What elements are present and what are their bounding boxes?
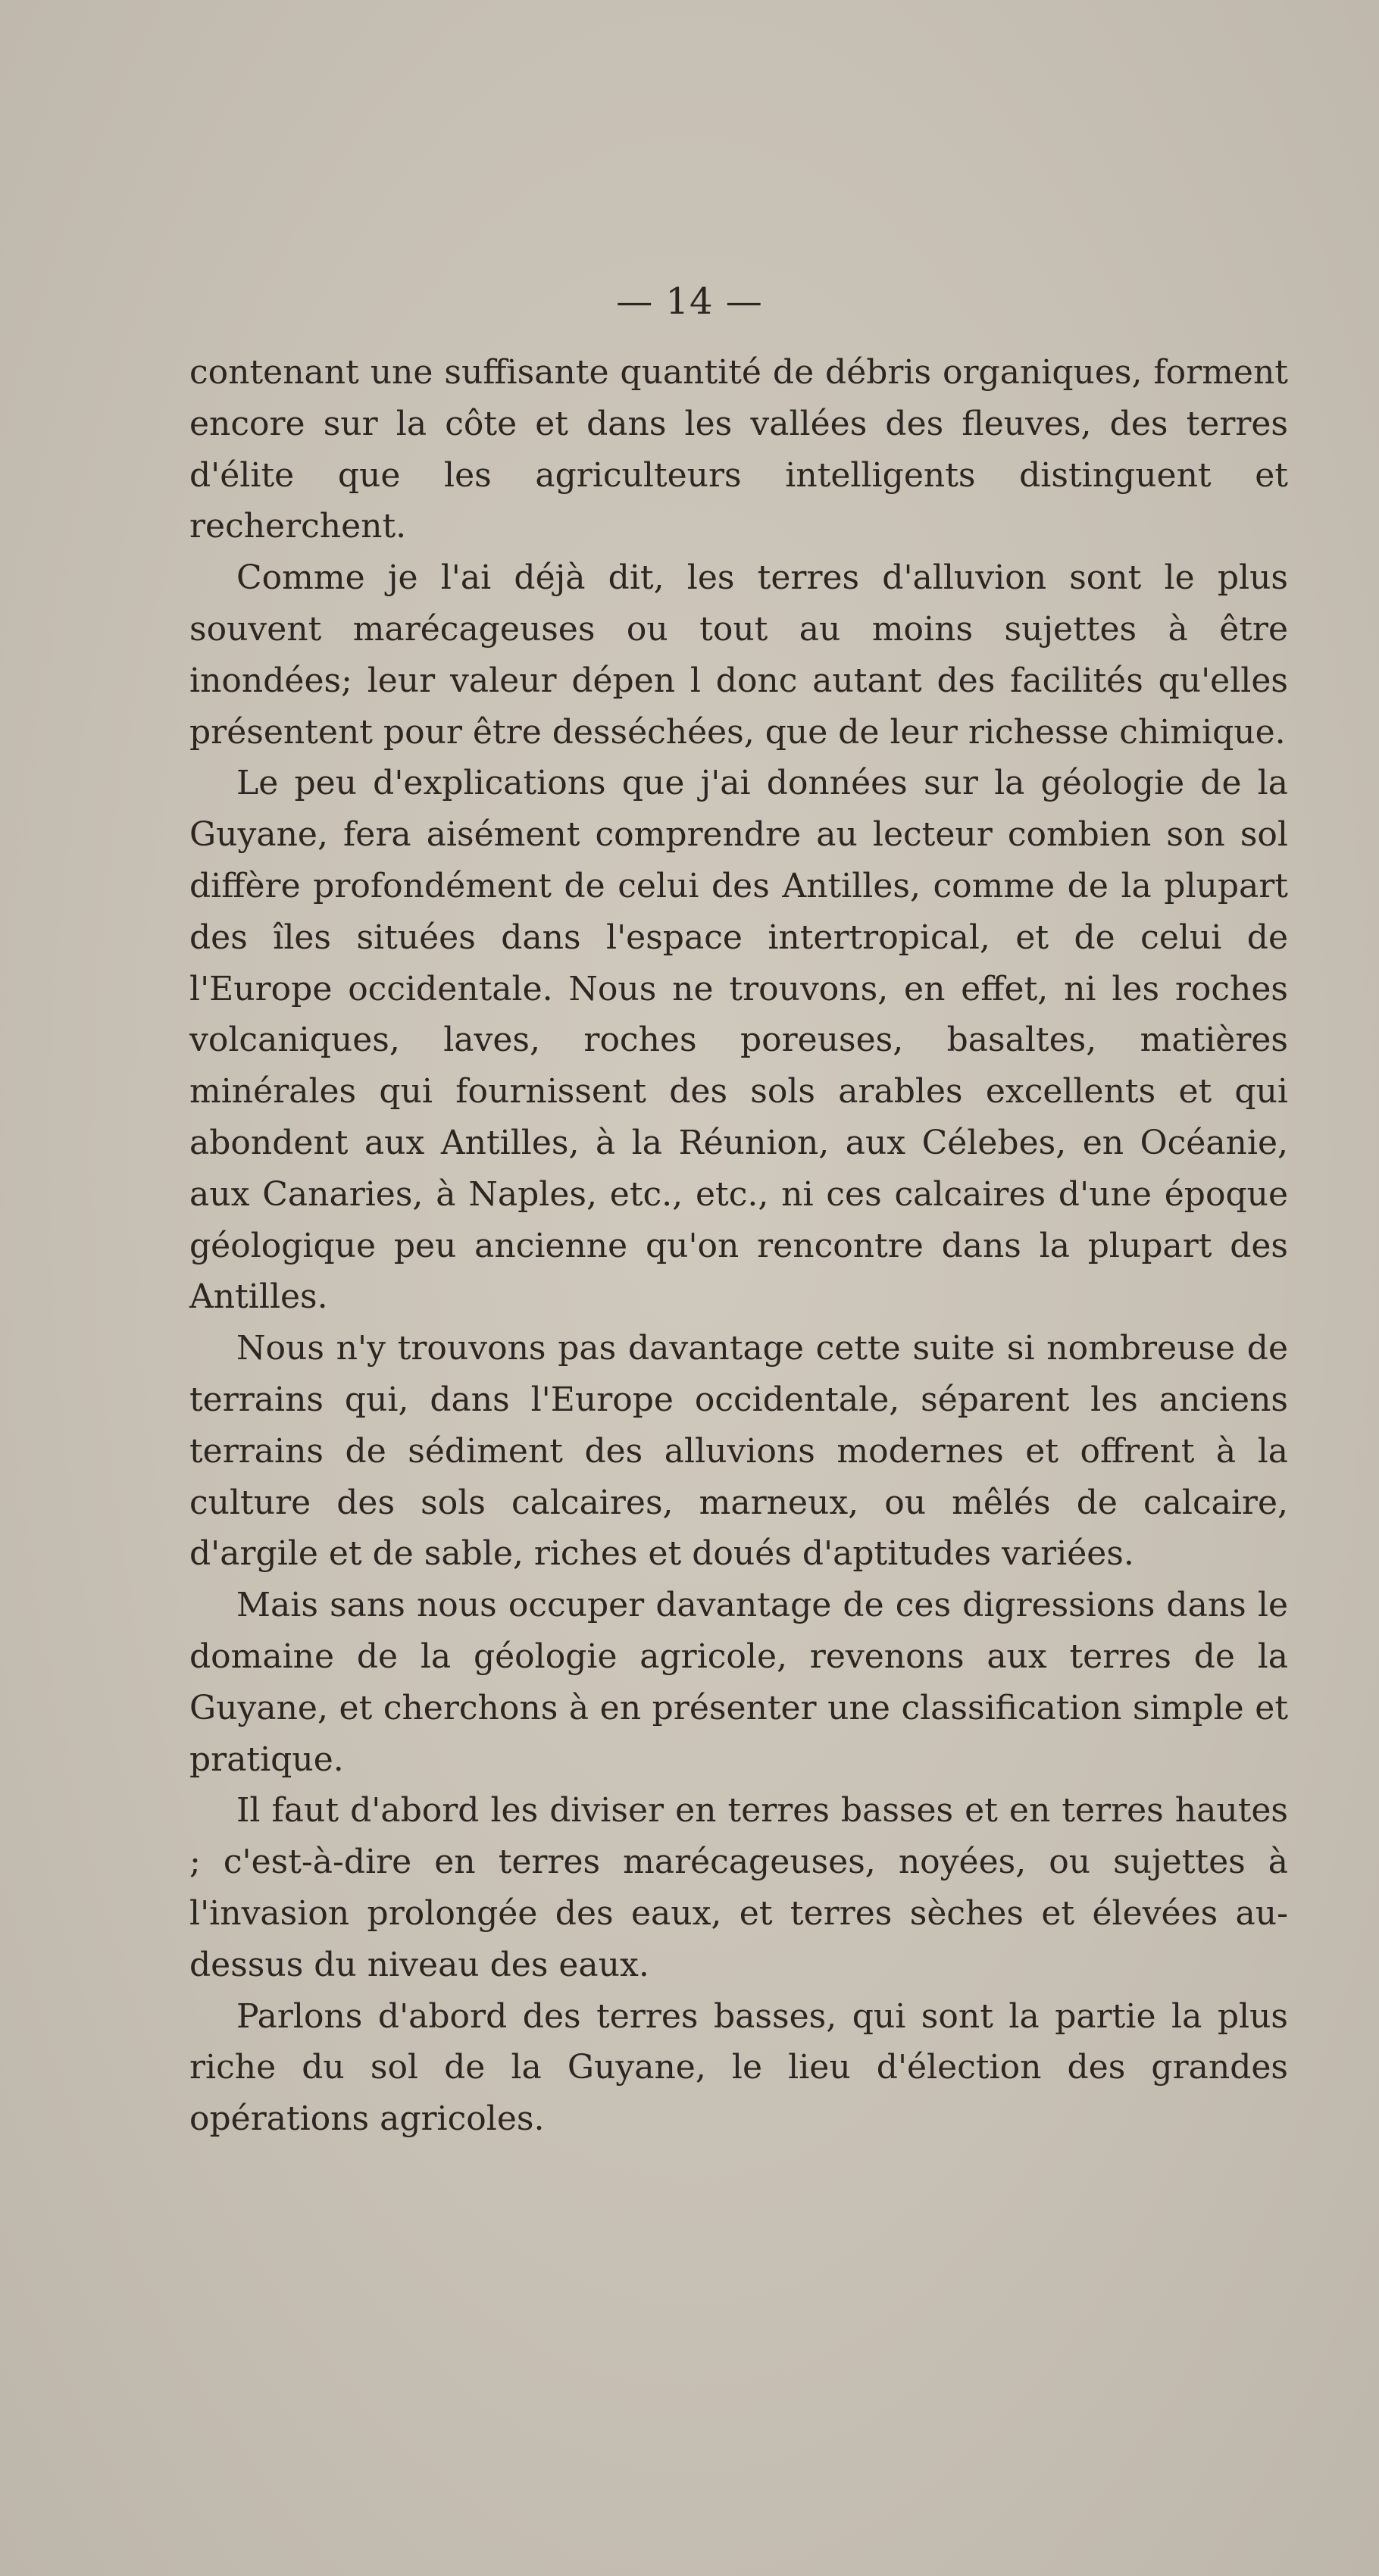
paragraph-1: contenant une suffisante quantité de débris organiques, forment encore sur la côte et dans les vallées des fleuves, des terres d'élite que les agriculteurs intelligents distinguent et recherchent.: [189, 353, 1288, 546]
paragraph-4: Nous n'y trouvons pas davantage cette suite si nombreuse de terrains qui, dans l'Europe occidentale, séparent les anciens terrains de sédiment des alluvions modernes et offrent à la culture des sols calcaires, marneux, ou mêlés de calcaire, d'argile et de sable, riches et doués d'aptitudes variées.: [189, 1329, 1288, 1574]
paragraph-2: Comme je l'ai déjà dit, les terres d'alluvion sont le plus souvent marécageuses ou tout au moins sujettes à être inondées; leur valeur dépen l donc autant des facilités qu'elles présentent pour être desséchées, que de leur richesse chimique.: [189, 558, 1288, 752]
paragraph-7: Parlons d'abord des terres basses, qui sont la partie la plus riche du sol de la Guyane, le lieu d'élection des grandes opérations agricoles.: [189, 1996, 1288, 2139]
paragraph-3: Le peu d'explications que j'ai données sur la géologie de la Guyane, fera aisément comprendre au lecteur combien son sol diffère profondément de celui des Antilles, comme de la plupart des îles situées dans l'espace intertropical, et de celui de l'Europe occidentale. Nous ne trouvons, en effet, ni les roches volcaniques, laves, roches poreuses, basaltes, matières minérales qui fournissent des sols arables excellents et qui abondent aux Antilles, à la Réunion, aux Célebes, en Océanie, aux Canaries, à Naples, etc., etc., ni ces calcaires d'une époque géologique peu ancienne qu'on rencontre dans la plupart des Antilles.: [189, 764, 1288, 1317]
page-number: — 14 —: [616, 280, 763, 323]
paragraph-5: Mais sans nous occuper davantage de ces digressions dans le domaine de la géologie agricole, revenons aux terres de la Guyane, et cherchons à en présenter une classification simple et pratique.: [189, 1586, 1288, 1779]
body-text: [189, 347, 1288, 2145]
paragraph-6: Il faut d'abord les diviser en terres basses et en terres hautes ; c'est-à-dire en terres marécageuses, noyées, ou sujettes à l'invasion prolongée des eaux, et terres sèches et élevées au-dessus du niveau des eaux.: [189, 1791, 1288, 1984]
